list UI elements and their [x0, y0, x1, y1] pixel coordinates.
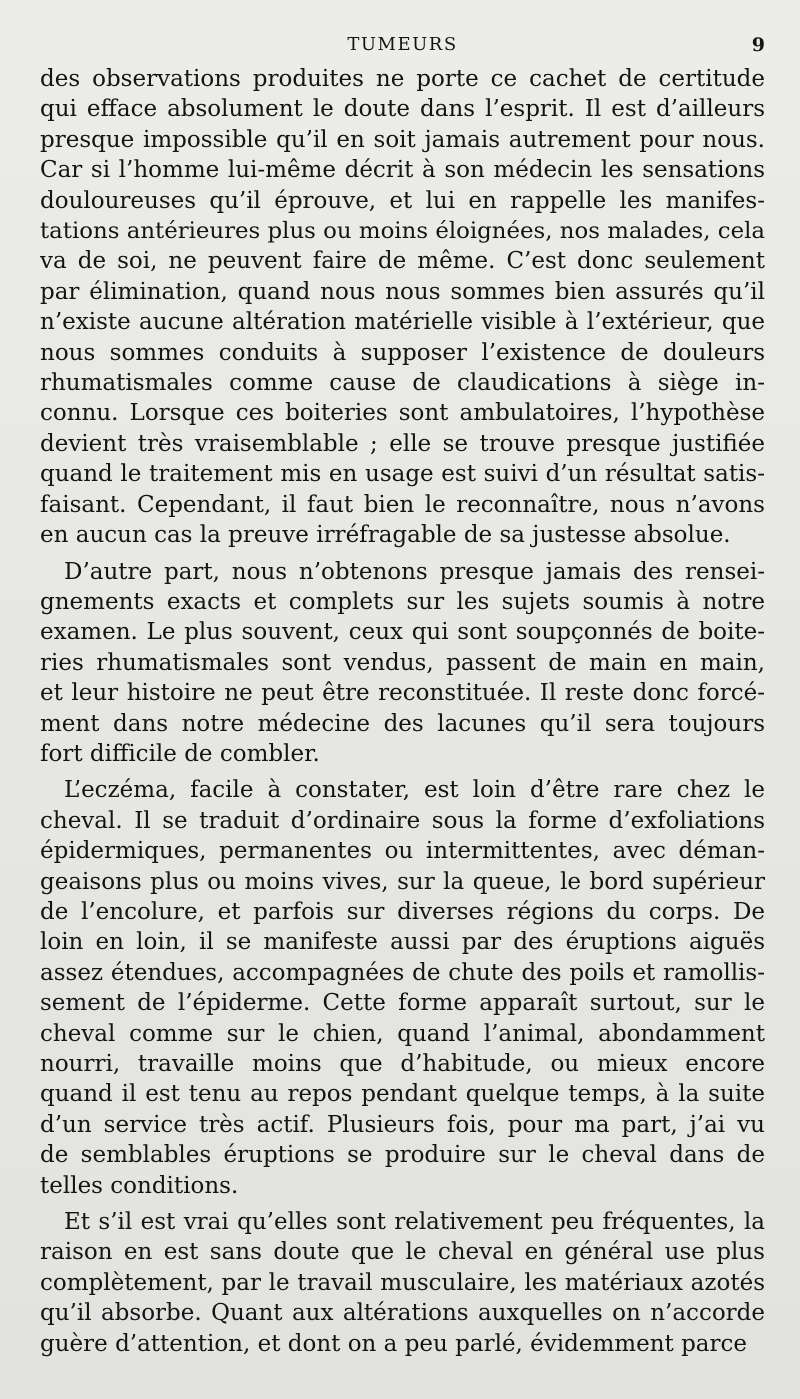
text-line: sement de l’épiderme. Cette forme apparaît surtout, sur le	[40, 990, 765, 1017]
text-line: Car si l’homme lui-même décrit à son médecin les sensations	[40, 157, 765, 184]
text-line: faisant. Cependant, il faut bien le reconnaître, nous n’avons	[40, 491, 765, 518]
text-line: de semblables éruptions se produire sur le cheval dans de	[40, 1142, 765, 1169]
text-line: assez étendues, accompagnées de chute des poils et ramollis-	[40, 959, 765, 986]
text-line: raison en est sans doute que le cheval en général use plus	[40, 1239, 765, 1266]
text-line: ries rhumatismales sont vendus, passent de main en main,	[40, 649, 765, 676]
text-line: va de soi, ne peuvent faire de même. C’est donc seulement	[40, 248, 765, 275]
text-line: en aucun cas la preuve irréfragable de sa justesse absolue.	[40, 522, 731, 549]
text-line: douloureuses qu’il éprouve, et lui en rappelle les manifes-	[40, 187, 765, 214]
text-line: examen. Le plus souvent, ceux qui sont soupçonnés de boite-	[40, 619, 765, 646]
text-line: par élimination, quand nous nous sommes bien assurés qu’il	[40, 278, 765, 305]
text-line: Et s’il est vrai qu’elles sont relativement peu fréquentes, la	[64, 1209, 765, 1236]
text-line: fort difficile de combler.	[40, 740, 320, 767]
text-line: nourri, travaille moins que d’habitude, ou mieux encore	[40, 1051, 765, 1077]
text-line: d’un service très actif. Plusieurs fois, pour ma part, j’ai vu	[40, 1111, 765, 1138]
paragraph	[40, 775, 765, 1201]
text-line: complètement, par le travail musculaire, les matériaux azotés	[40, 1269, 765, 1296]
page-number: 9	[751, 34, 765, 56]
text-line: nous sommes conduits à supposer l’existence de douleurs	[40, 339, 765, 366]
text-line: tations antérieures plus ou moins éloignées, nos malades, cela	[40, 218, 765, 245]
text-line: des observations produites ne porte ce cachet de certitude	[40, 66, 765, 92]
running-title: TUMEURS	[347, 34, 458, 55]
body-text	[40, 64, 765, 1365]
running-head	[40, 34, 765, 58]
text-line: loin en loin, il se manifeste aussi par des éruptions aiguës	[40, 929, 765, 956]
text-line: cheval comme sur le chien, quand l’animal, abondamment	[40, 1020, 765, 1047]
text-line: épidermiques, permanentes ou intermittentes, avec déman-	[40, 838, 765, 865]
text-line: presque impossible qu’il en soit jamais autrement pour nous.	[40, 126, 765, 153]
text-line: de l’encolure, et parfois sur diverses régions du corps. De	[40, 898, 765, 925]
paragraph	[40, 557, 765, 770]
text-line: rhumatismales comme cause de claudications à siège in-	[40, 370, 765, 397]
text-line: et leur histoire ne peut être reconstituée. Il reste donc forcé-	[40, 680, 765, 707]
text-line: quand le traitement mis en usage est suivi d’un résultat satis-	[40, 461, 765, 488]
paragraph	[40, 64, 765, 551]
text-line: ment dans notre médecine des lacunes qu’il sera toujours	[40, 710, 765, 737]
text-line: n’existe aucune altération matérielle visible à l’extérieur, que	[40, 309, 765, 336]
paragraph	[40, 1207, 765, 1359]
text-line: D’autre part, nous n’obtenons presque jamais des rensei-	[64, 558, 765, 585]
text-line: L’eczéma, facile à constater, est loin d’être rare chez le	[64, 777, 765, 804]
text-line: devient très vraisemblable ; elle se trouve presque justifiée	[40, 430, 765, 457]
text-line: telles conditions.	[40, 1172, 239, 1199]
text-line: cheval. Il se traduit d’ordinaire sous la forme d’exfoliations	[40, 807, 765, 834]
text-line: gnements exacts et complets sur les sujets soumis à notre	[40, 588, 765, 615]
text-line: guère d’attention, et dont on a peu parlé, évidemment parce	[40, 1330, 747, 1357]
text-line: geaisons plus ou moins vives, sur la queue, le bord supérieur	[40, 868, 765, 895]
text-line: qu’il absorbe. Quant aux altérations auxquelles on n’accorde	[40, 1300, 765, 1327]
text-line: qui efface absolument le doute dans l’esprit. Il est d’ailleurs	[40, 96, 765, 123]
text-line: quand il est tenu au repos pendant quelque temps, à la suite	[40, 1081, 765, 1108]
text-line: connu. Lorsque ces boiteries sont ambulatoires, l’hypothèse	[40, 400, 765, 427]
